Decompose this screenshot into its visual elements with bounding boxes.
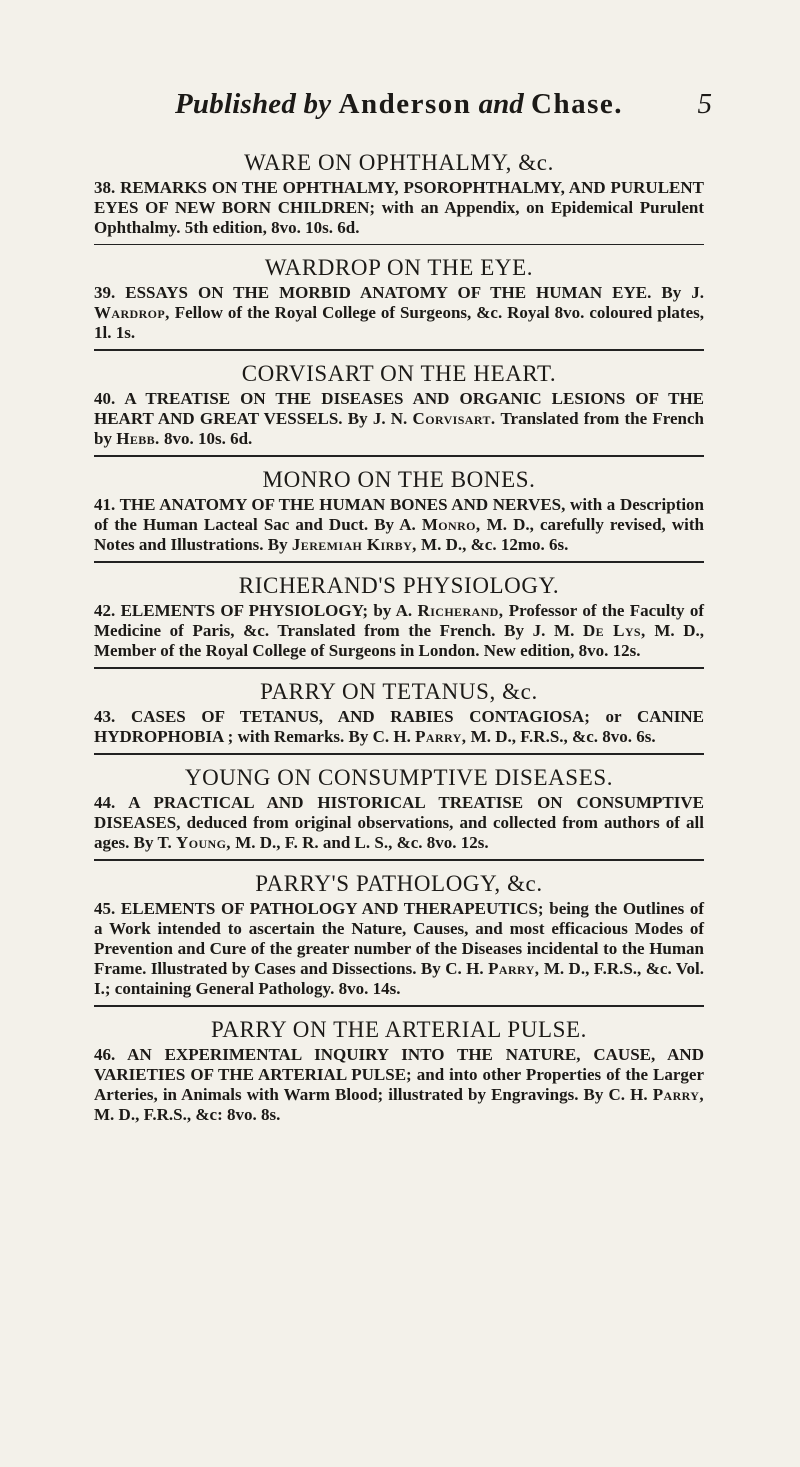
section-heading: YOUNG ON CONSUMPTIVE DISEASES.	[184, 765, 614, 790]
entry-description: M. D., Member of the Royal College of Surgeons in London. New edition, 8vo. 12s.	[94, 621, 705, 660]
entry-title: A PRACTICAL AND HISTORICAL TREATISE ON CONSUMPTIVE DISEASES,	[94, 793, 705, 832]
section-heading: PARRY ON THE ARTERIAL PULSE.	[210, 1017, 588, 1042]
entry-number: 44.	[94, 793, 116, 812]
entry-description-mid: Professor of the Faculty of Medicine of Paris, &c. Translated from the French. By J. M.	[94, 601, 705, 640]
entry-description-pre: By J.	[661, 283, 704, 302]
entry-46	[94, 1045, 704, 1125]
section-parry-pathology	[94, 869, 704, 999]
entry-title: A TREATISE ON THE DISEASES AND ORGANIC LESIONS OF THE HEART AND GREAT VESSELS.	[94, 389, 705, 428]
section-young	[94, 763, 704, 853]
entry-title: REMARKS ON THE OPHTHALMY, PSOROPHTHALMY, AND PURULENT EYES OF NEW BORN CHILDREN;	[94, 178, 704, 217]
divider	[94, 244, 704, 245]
entry-description: M. D., F.R.S., &c: 8vo. 8s.	[94, 1105, 281, 1124]
entry-title: ELEMENTS OF PATHOLOGY AND THERAPEUTICS;	[120, 899, 544, 918]
entry-description-pre: and into other Properties of the Larger Arteries, in Animals with Warm Blood; illustrated by Engravings. By C. H.	[94, 1065, 704, 1104]
entry-number: 39.	[94, 283, 116, 302]
and-word: and	[478, 88, 524, 120]
entry-description: 8vo. 10s. 6d.	[163, 429, 253, 448]
entry-38	[94, 178, 704, 238]
entry-description-pre: deduced from original observations, and collected from authors of all ages. By T.	[94, 813, 704, 852]
entry-author: Young,	[176, 833, 231, 852]
entry-41	[94, 495, 704, 555]
section-parry-pulse	[94, 1015, 704, 1125]
entry-description: M. D., &c. 12mo. 6s.	[421, 535, 569, 554]
running-head	[94, 88, 712, 148]
entry-title: ELEMENTS OF PHYSIOLOGY;	[120, 601, 368, 620]
entry-author: Parry,	[488, 959, 540, 978]
section-heading: MONRO ON THE BONES.	[262, 467, 536, 492]
published-by: Published by	[175, 88, 332, 120]
entry-description: M. D., F.R.S., &c. 8vo. 6s.	[470, 727, 656, 746]
section-heading: WARDROP ON THE EYE.	[264, 255, 534, 280]
section-heading: CORVISART ON THE HEART.	[241, 361, 557, 386]
divider	[94, 667, 704, 669]
entry-title: THE ANATOMY OF THE HUMAN BONES AND NERVES,	[119, 495, 566, 514]
entry-number: 38.	[94, 178, 116, 197]
section-heading: PARRY'S PATHOLOGY, &c.	[255, 871, 543, 896]
section-corvisart	[94, 359, 704, 449]
entry-description-mid: Translated from the French by	[94, 409, 705, 448]
firm-chase: Chase.	[531, 88, 623, 120]
entry-description: M. D., F. R. and L. S., &c. 8vo. 12s.	[235, 833, 489, 852]
section-heading: RICHERAND'S PHYSIOLOGY.	[238, 573, 560, 598]
entry-number: 40.	[94, 389, 116, 408]
entry-translator: Hebb.	[116, 429, 160, 448]
page-number: 5	[697, 88, 712, 120]
entry-description: with an Appendix, on Epidemical Purulent Ophthalmy. 5th edition, 8vo. 10s. 6d.	[94, 198, 704, 237]
entry-39	[94, 283, 704, 343]
divider	[94, 561, 704, 563]
entry-description-pre: by A.	[373, 601, 413, 620]
entry-description-mid: M. D., carefully revised, with Notes and Illustrations. By	[94, 515, 705, 554]
divider	[94, 349, 704, 351]
entry-author: Richerand,	[417, 601, 504, 620]
entry-number: 43.	[94, 707, 116, 726]
entry-author: Parry,	[415, 727, 467, 746]
entry-description-pre: with a Description of the Human Lacteal Sac and Duct. By A.	[94, 495, 704, 534]
entry-42	[94, 601, 704, 661]
section-richerand	[94, 571, 704, 661]
section-heading: PARRY ON TETANUS, &c.	[260, 679, 538, 704]
divider	[94, 859, 704, 861]
entry-44	[94, 793, 704, 853]
entry-description: Fellow of the Royal College of Surgeons, &c. Royal 8vo. coloured plates, 1l. 1s.	[94, 303, 704, 342]
entry-author: Corvisart.	[412, 409, 496, 428]
entry-title: AN EXPERIMENTAL INQUIRY INTO THE NATURE, CAUSE, AND VARIETIES OF THE ARTERIAL PULSE;	[94, 1045, 704, 1084]
divider	[94, 753, 704, 755]
entry-author: Monro,	[421, 515, 481, 534]
entry-number: 46.	[94, 1045, 116, 1064]
entry-author: Parry,	[652, 1085, 704, 1104]
entry-40	[94, 389, 704, 449]
section-parry-tetanus	[94, 677, 704, 747]
divider	[94, 1005, 704, 1007]
entry-author: Wardrop,	[94, 303, 170, 322]
entry-description-pre: being the Outlines of a Work intended to ascertain the Nature, Causes, and most efficacious Modes of Prevention and Cure of the greater number of the Diseases incidental to the Human Frame. Illustrated by Cases and Dissections. By C. H.	[94, 899, 705, 978]
divider	[94, 455, 704, 457]
section-ware	[94, 148, 704, 238]
entry-43	[94, 707, 704, 747]
section-heading: WARE ON OPHTHALMY, &c.	[244, 150, 554, 175]
entry-number: 42.	[94, 601, 116, 620]
entry-45	[94, 899, 704, 999]
section-monro	[94, 465, 704, 555]
entry-number: 41.	[94, 495, 116, 514]
catalogue-page	[0, 88, 800, 1467]
entry-title: ESSAYS ON THE MORBID ANATOMY OF THE HUMAN EYE.	[125, 283, 652, 302]
section-wardrop	[94, 253, 704, 343]
entry-editor: Jeremiah Kirby,	[291, 535, 417, 554]
entry-translator: De Lys,	[583, 621, 646, 640]
entry-description: M. D., F.R.S., &c. Vol. I.; containing General Pathology. 8vo. 14s.	[94, 959, 705, 998]
entry-description-pre: with Remarks. By C. H.	[237, 727, 411, 746]
entry-title: CASES OF TETANUS, AND RABIES CONTAGIOSA; or CANINE HYDROPHOBIA ;	[94, 707, 705, 746]
entry-description-pre: By J. N.	[347, 409, 408, 428]
firm-anderson: Anderson	[338, 88, 472, 120]
entry-number: 45.	[94, 899, 116, 918]
